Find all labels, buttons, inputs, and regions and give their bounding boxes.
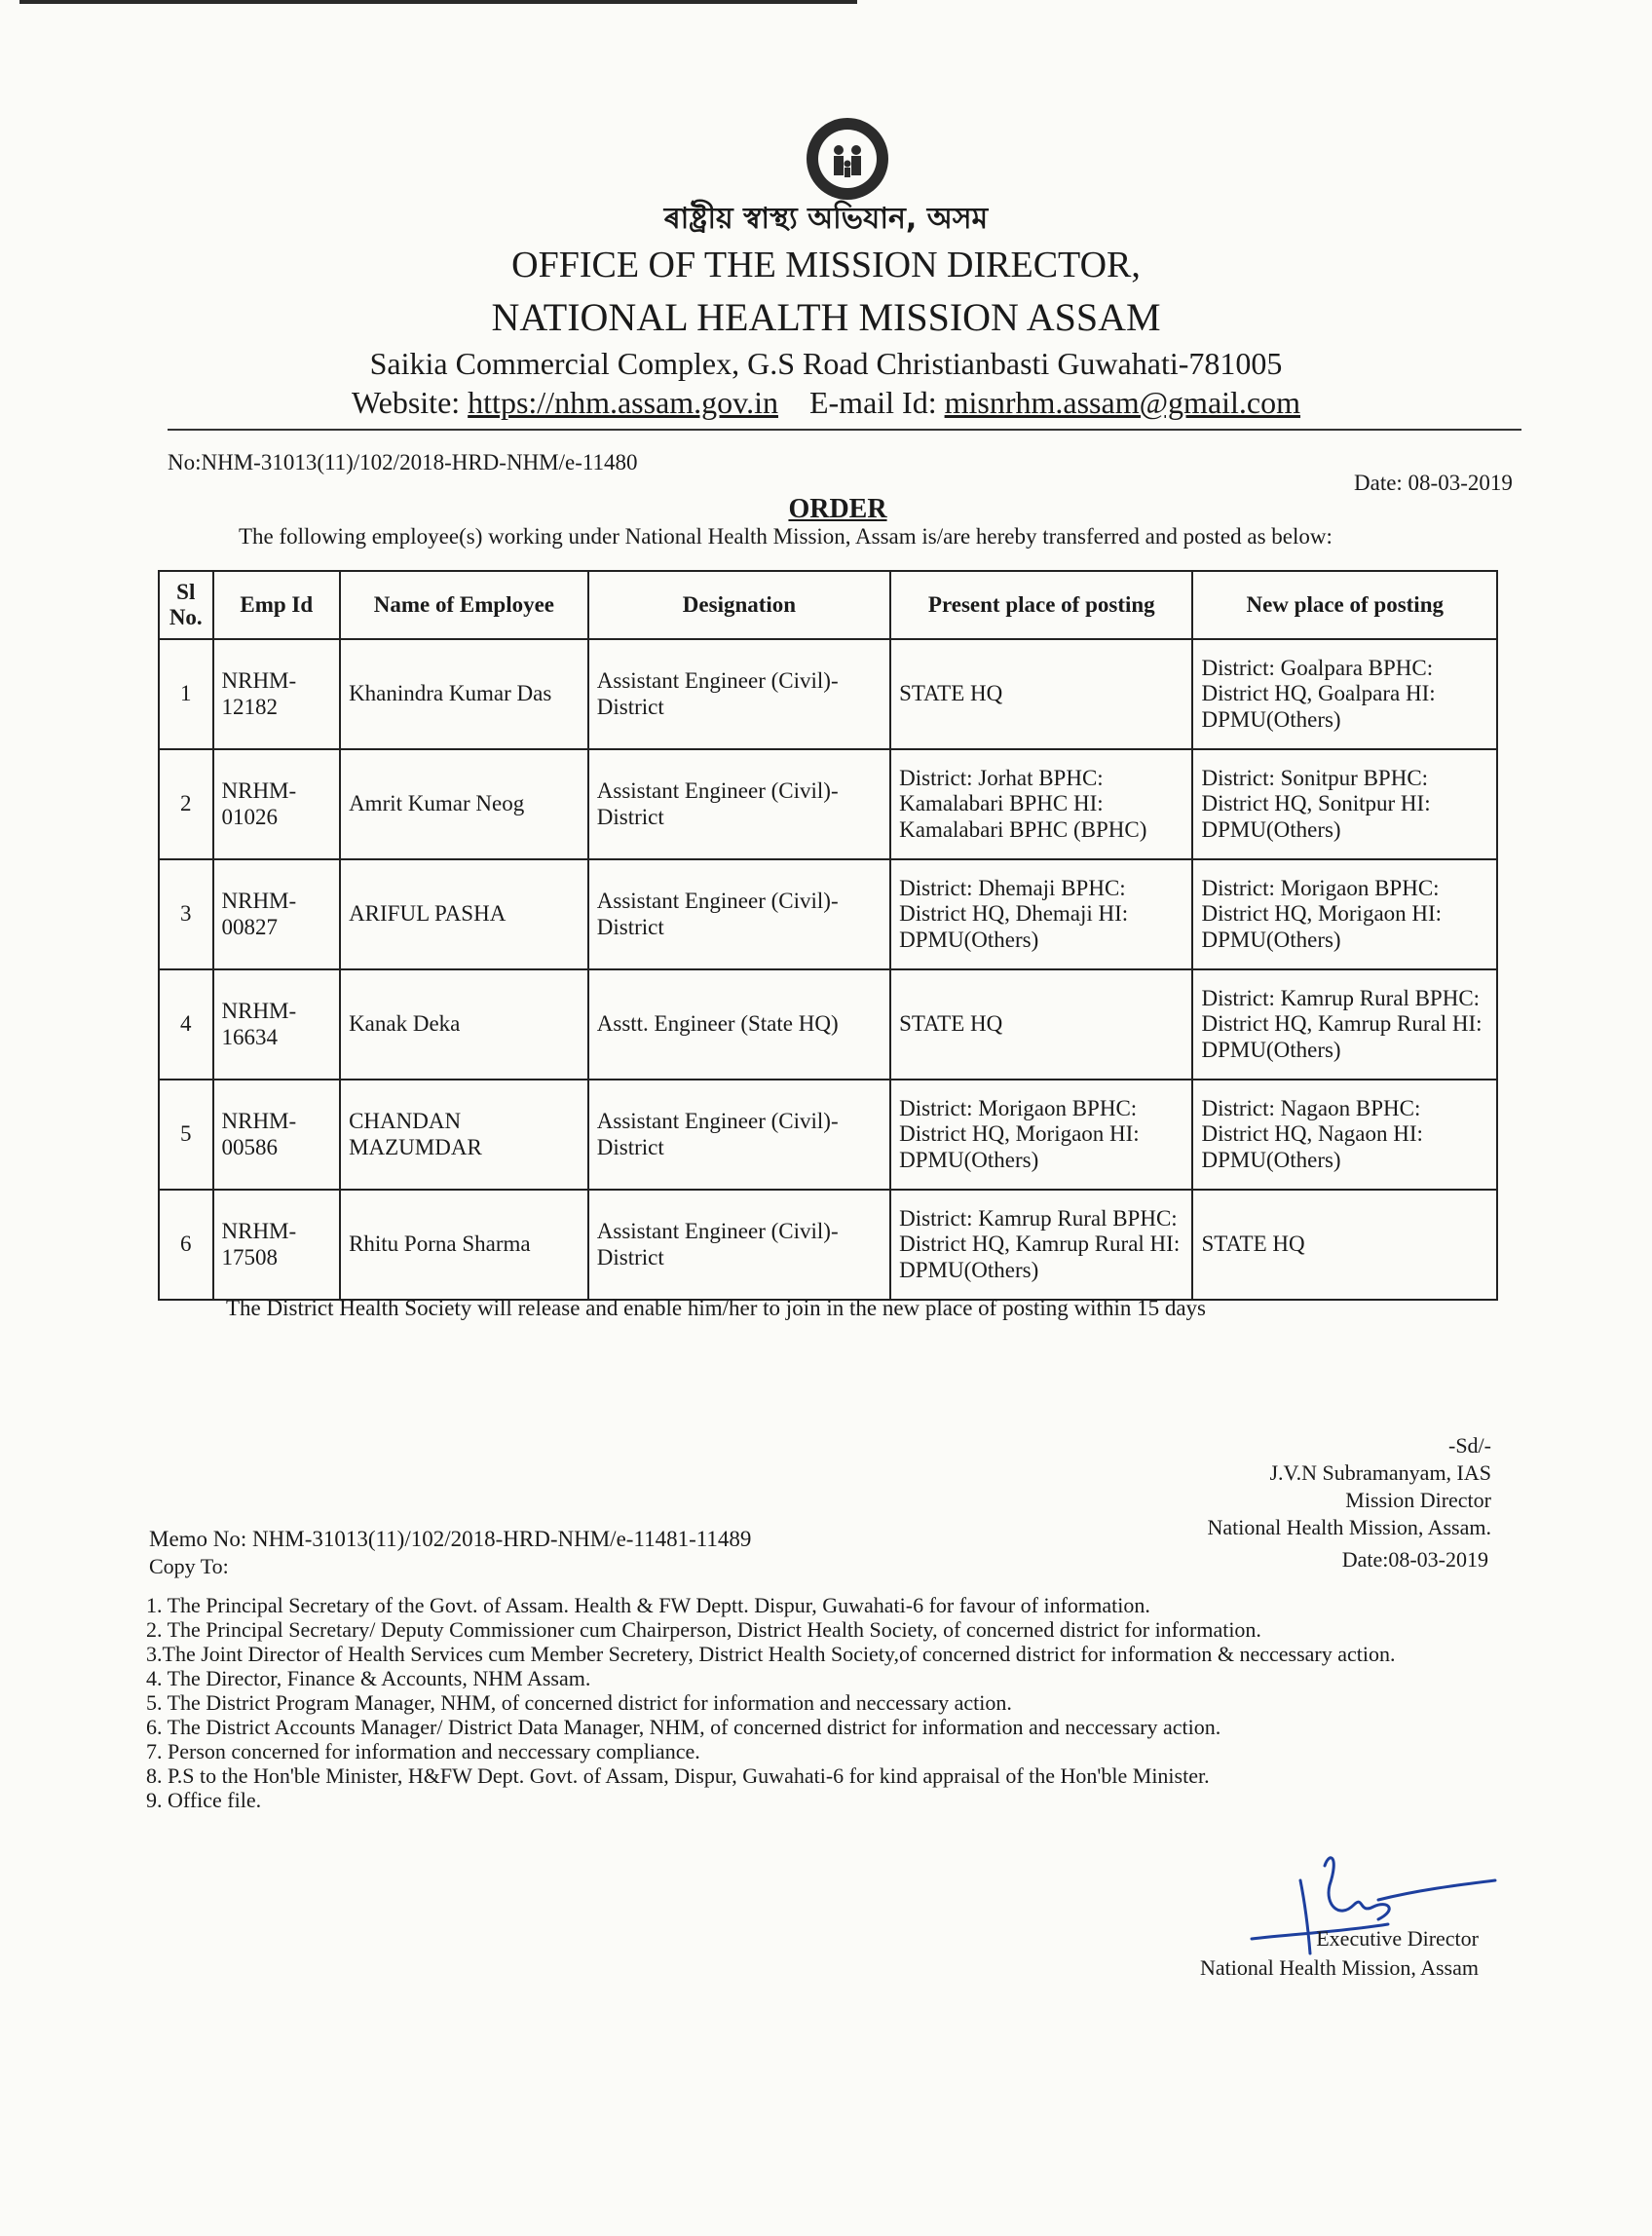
website-link[interactable]: https://nhm.assam.gov.in bbox=[468, 385, 778, 420]
order-reference-number: No:NHM-31013(11)/102/2018-HRD-NHM/e-11480 bbox=[168, 450, 638, 474]
email-link[interactable]: misnrhm.assam@gmail.com bbox=[944, 385, 1301, 420]
cell-designation: Asstt. Engineer (State HQ) bbox=[588, 969, 890, 1080]
table-row bbox=[159, 1190, 1497, 1300]
header-emp-id: Emp Id bbox=[213, 571, 341, 639]
cell-employee-name: Khanindra Kumar Das bbox=[340, 639, 588, 749]
list-item: 4. The Director, Finance & Accounts, NHM Assam. bbox=[146, 1666, 591, 1690]
list-item: 1. The Principal Secretary of the Govt. of Assam. Health & FW Deptt. Dispur, Guwahati-6 for favour of information. bbox=[146, 1593, 1150, 1617]
cell-new-posting: District: Sonitpur BPHC: District HQ, Sonitpur HI: DPMU(Others) bbox=[1192, 749, 1497, 859]
table-row bbox=[159, 859, 1497, 969]
list-item: 9. Office file. bbox=[146, 1788, 262, 1812]
website-label: Website: bbox=[351, 385, 461, 420]
cell-present-posting: District: Morigaon BPHC: District HQ, Morigaon HI: DPMU(Others) bbox=[890, 1080, 1192, 1190]
copy-to-label: Copy To: bbox=[149, 1554, 229, 1578]
cell-emp-id: NRHM-12182 bbox=[213, 639, 341, 749]
header-employee-name: Name of Employee bbox=[340, 571, 588, 639]
header-designation: Designation bbox=[588, 571, 890, 639]
header-divider bbox=[168, 429, 1521, 431]
organization-title: NATIONAL HEALTH MISSION ASSAM bbox=[491, 295, 1161, 339]
cell-emp-id: NRHM-00586 bbox=[213, 1080, 341, 1190]
header-present-posting: Present place of posting bbox=[890, 571, 1192, 639]
table-row bbox=[159, 969, 1497, 1080]
cell-sl-no: 3 bbox=[159, 859, 213, 969]
cell-designation: Assistant Engineer (Civil)-District bbox=[588, 749, 890, 859]
signatory-org: National Health Mission, Assam bbox=[1200, 1955, 1479, 1980]
cell-emp-id: NRHM-16634 bbox=[213, 969, 341, 1080]
cell-present-posting: District: Jorhat BPHC: Kamalabari BPHC HI: Kamalabari BPHC (BPHC) bbox=[890, 749, 1192, 859]
memo-number: Memo No: NHM-31013(11)/102/2018-HRD-NHM/e-11481-11489 bbox=[149, 1527, 752, 1551]
header-new-posting: New place of posting bbox=[1192, 571, 1497, 639]
signatory-name: J.V.N Subramanyam, IAS bbox=[1269, 1460, 1491, 1485]
cell-employee-name: CHANDAN MAZUMDAR bbox=[340, 1080, 588, 1190]
list-item: 7. Person concerned for information and neccessary compliance. bbox=[146, 1739, 700, 1763]
header-sl-no: Sl No. bbox=[159, 571, 213, 639]
list-item: 5. The District Program Manager, NHM, of concerned district for information and neccessary action. bbox=[146, 1690, 1012, 1715]
cell-designation: Assistant Engineer (Civil)-District bbox=[588, 859, 890, 969]
list-item: 8. P.S to the Hon'ble Minister, H&FW Dept. Govt. of Assam, Dispur, Guwahati-6 for kind appraisal of the Hon'ble Minister. bbox=[146, 1763, 1210, 1788]
contact-line bbox=[0, 385, 1652, 421]
cell-sl-no: 1 bbox=[159, 639, 213, 749]
cell-emp-id: NRHM-17508 bbox=[213, 1190, 341, 1300]
signatory-title: Executive Director bbox=[1316, 1926, 1479, 1951]
cell-present-posting: District: Kamrup Rural BPHC: District HQ, Kamrup Rural HI: DPMU(Others) bbox=[890, 1190, 1192, 1300]
joining-note: The District Health Society will release and enable him/her to join in the new place of posting within 15 days bbox=[226, 1296, 1206, 1320]
sd-mark: -Sd/- bbox=[1448, 1433, 1491, 1458]
cell-present-posting: District: Dhemaji BPHC: District HQ, Dhemaji HI: DPMU(Others) bbox=[890, 859, 1192, 969]
cell-emp-id: NRHM-00827 bbox=[213, 859, 341, 969]
office-title: OFFICE OF THE MISSION DIRECTOR, bbox=[511, 245, 1141, 285]
list-item: 6. The District Accounts Manager/ District Data Manager, NHM, of concerned district for information and neccessary action. bbox=[146, 1715, 1221, 1739]
nhm-logo-emblem bbox=[804, 115, 891, 203]
cell-new-posting: District: Nagaon BPHC: District HQ, Nagaon HI: DPMU(Others) bbox=[1192, 1080, 1497, 1190]
list-item: 2. The Principal Secretary/ Deputy Commissioner cum Chairperson, District Health Society, of concerned district for information. bbox=[146, 1617, 1261, 1642]
cell-employee-name: Kanak Deka bbox=[340, 969, 588, 1080]
cell-employee-name: Rhitu Porna Sharma bbox=[340, 1190, 588, 1300]
table-row bbox=[159, 749, 1497, 859]
memo-date: Date:08-03-2019 bbox=[1341, 1547, 1488, 1572]
cell-new-posting: District: Kamrup Rural BPHC: District HQ, Kamrup Rural HI: DPMU(Others) bbox=[1192, 969, 1497, 1080]
order-intro: The following employee(s) working under National Health Mission, Assam is/are hereby transferred and posted as below: bbox=[239, 524, 1333, 549]
top-border-line bbox=[19, 0, 857, 4]
cell-new-posting: STATE HQ bbox=[1192, 1190, 1497, 1300]
cell-employee-name: ARIFUL PASHA bbox=[340, 859, 588, 969]
cell-sl-no: 6 bbox=[159, 1190, 213, 1300]
cell-new-posting: District: Goalpara BPHC: District HQ, Goalpara HI: DPMU(Others) bbox=[1192, 639, 1497, 749]
cell-emp-id: NRHM-01026 bbox=[213, 749, 341, 859]
cell-sl-no: 4 bbox=[159, 969, 213, 1080]
cell-sl-no: 2 bbox=[159, 749, 213, 859]
cell-employee-name: Amrit Kumar Neog bbox=[340, 749, 588, 859]
email-label: E-mail Id: bbox=[808, 385, 937, 420]
executive-director-signature-block bbox=[1200, 1924, 1479, 1983]
table-row bbox=[159, 639, 1497, 749]
list-item: 3.The Joint Director of Health Services cum Member Secretery, District Health Society,of concerned district for information & neccessary action. bbox=[146, 1642, 1396, 1666]
cell-new-posting: District: Morigaon BPHC: District HQ, Morigaon HI: DPMU(Others) bbox=[1192, 859, 1497, 969]
cell-present-posting: STATE HQ bbox=[890, 639, 1192, 749]
bengali-title: ৰাষ্ট্ৰীয় স্বাস্থ্য অভিযান, অসম bbox=[663, 202, 989, 236]
order-title: ORDER bbox=[788, 494, 887, 524]
mission-director-signature-block bbox=[1208, 1432, 1491, 1541]
cell-designation: Assistant Engineer (Civil)-District bbox=[588, 639, 890, 749]
cell-designation: Assistant Engineer (Civil)-District bbox=[588, 1080, 890, 1190]
transfer-table bbox=[158, 570, 1498, 1301]
signatory-org: National Health Mission, Assam. bbox=[1207, 1515, 1491, 1539]
order-date: Date: 08-03-2019 bbox=[1354, 471, 1513, 495]
signatory-title: Mission Director bbox=[1345, 1488, 1491, 1512]
cell-designation: Assistant Engineer (Civil)-District bbox=[588, 1190, 890, 1300]
cell-sl-no: 5 bbox=[159, 1080, 213, 1190]
copy-to-list bbox=[146, 1593, 1442, 1812]
cell-present-posting: STATE HQ bbox=[890, 969, 1192, 1080]
table-row bbox=[159, 1080, 1497, 1190]
address-line: Saikia Commercial Complex, G.S Road Christianbasti Guwahati-781005 bbox=[369, 346, 1283, 381]
table-header-row bbox=[159, 571, 1497, 639]
